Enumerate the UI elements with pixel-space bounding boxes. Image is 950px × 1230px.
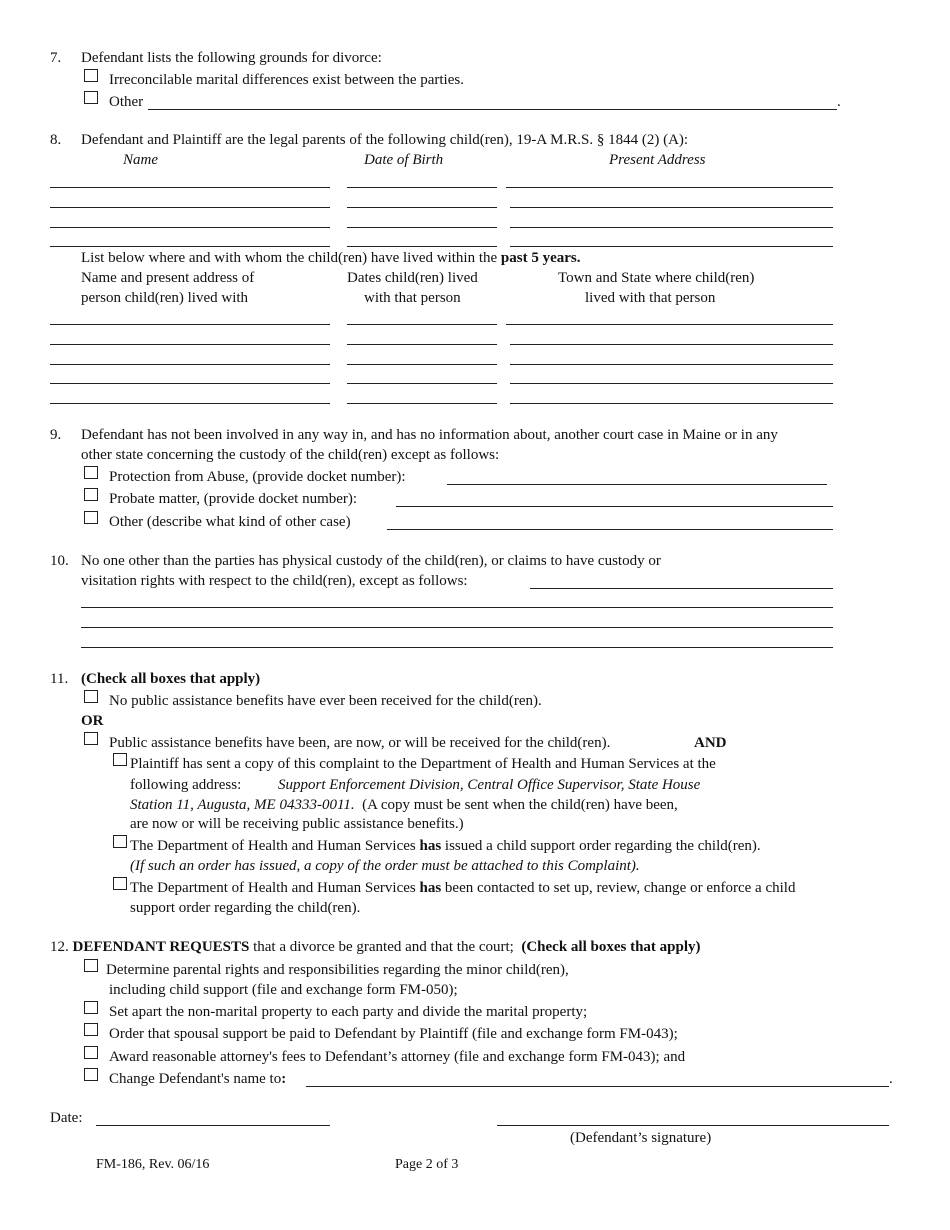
and-label: AND	[694, 735, 727, 751]
other-grounds-checkbox[interactable]	[84, 91, 98, 104]
lived-header-1b: person child(ren) lived with	[81, 290, 249, 306]
property-checkbox[interactable]	[84, 1001, 98, 1014]
lived-intro-bold: past 5 years.	[500, 250, 581, 266]
section-10-line2: visitation rights with respect to the child(ren), except as follows:	[81, 573, 468, 589]
signature-label: (Defendant’s signature)	[570, 1130, 712, 1146]
probate-docket-line[interactable]	[396, 506, 833, 507]
child-dob-line[interactable]	[347, 246, 497, 247]
parental-rights-checkbox[interactable]	[84, 959, 98, 972]
custody-line[interactable]	[81, 607, 833, 608]
copy-note: (A copy must be sent when the child(ren) have been,	[362, 797, 678, 813]
plaintiff-sent-copy-checkbox[interactable]	[113, 753, 127, 766]
dhhs-order-note: (If such an order has issued, a copy of the order must be attached to this Complaint).	[130, 858, 640, 874]
name-change-period: .	[889, 1071, 893, 1087]
lived-intro	[81, 249, 580, 267]
child-dob-line[interactable]	[347, 187, 497, 188]
attorney-fees-checkbox[interactable]	[84, 1046, 98, 1059]
assistance-received-label: Public assistance benefits have been, are now, or will be received for the child(ren).	[109, 735, 611, 751]
child-address-line[interactable]	[506, 187, 833, 188]
name-change-colon: :	[281, 1071, 287, 1087]
new-name-line[interactable]	[306, 1086, 889, 1087]
lived-header-2a: Dates child(ren) lived	[347, 270, 478, 286]
property-label: Set apart the non-marital property to each party and divide the marital property;	[109, 1004, 588, 1020]
parental-rights-line2: including child support (file and exchange form FM-050);	[109, 982, 458, 998]
lived-header-3b: lived with that person	[585, 290, 716, 306]
lived-person-line[interactable]	[50, 324, 330, 325]
lived-town-line[interactable]	[506, 324, 833, 325]
no-assistance-label: No public assistance benefits have ever been received for the child(ren).	[109, 693, 542, 709]
section-8-number: 8.	[50, 132, 62, 148]
child-name-line[interactable]	[50, 207, 330, 208]
section-12-number: 12.	[50, 939, 69, 955]
custody-line[interactable]	[81, 627, 833, 628]
section-11-heading: (Check all boxes that apply)	[81, 671, 261, 687]
child-address-line[interactable]	[510, 227, 833, 228]
plaintiff-sent-copy-line4: are now or will be receiving public assistance benefits.)	[130, 816, 464, 832]
name-change-label: Change Defendant's name to	[109, 1071, 282, 1087]
section-9-line1: Defendant has not been involved in any way in, and has no information about, another court case in Maine or in any	[81, 427, 778, 443]
plaintiff-sent-copy-line1: Plaintiff has sent a copy of this complaint to the Department of Health and Human Services at the	[130, 756, 716, 772]
other-case-label: Other (describe what kind of other case)	[109, 514, 351, 530]
col-dob-header: Date of Birth	[364, 152, 444, 168]
dhhs-order-issued-text-b: issued a child support order regarding the child(ren).	[444, 838, 761, 854]
dhhs-contacted-text-b: been contacted to set up, review, change or enforce a child	[444, 880, 796, 896]
lived-person-line[interactable]	[50, 344, 330, 345]
lived-person-line[interactable]	[50, 403, 330, 404]
child-name-line[interactable]	[50, 187, 330, 188]
lived-person-line[interactable]	[50, 364, 330, 365]
other-grounds-period: .	[837, 94, 841, 110]
lived-town-line[interactable]	[510, 403, 833, 404]
lived-intro-text: List below where and with whom the child(ren) have lived within the	[81, 250, 498, 266]
dhhs-contacted-text-a: The Department of Health and Human Services	[130, 880, 416, 896]
lived-person-line[interactable]	[50, 383, 330, 384]
page-number: Page 2 of 3	[395, 1157, 459, 1172]
section-11-number: 11.	[50, 671, 69, 687]
defendant-requests-text: that a divorce be granted and that the court;	[253, 939, 514, 955]
dhhs-address-line1: Support Enforcement Division, Central Office Supervisor, State House	[278, 777, 701, 793]
or-label: OR	[81, 713, 104, 729]
irreconcilable-checkbox[interactable]	[84, 69, 98, 82]
section-8-text: Defendant and Plaintiff are the legal parents of the following child(ren), 19-A M.R.S. § 1844 (2) (A):	[81, 132, 689, 148]
dhhs-contacted-checkbox[interactable]	[113, 877, 127, 890]
dhhs-order-issued-checkbox[interactable]	[113, 835, 127, 848]
col-name-header: Name	[123, 152, 158, 168]
lived-dates-line[interactable]	[347, 403, 497, 404]
attorney-fees-label: Award reasonable attorney's fees to Defendant’s attorney (file and exchange form FM-043); and	[109, 1049, 686, 1065]
dhhs-order-issued-has: has	[419, 838, 442, 854]
protection-abuse-docket-line[interactable]	[447, 484, 827, 485]
lived-dates-line[interactable]	[347, 344, 497, 345]
form-id: FM-186, Rev. 06/16	[96, 1157, 210, 1172]
child-address-line[interactable]	[510, 246, 833, 247]
lived-town-line[interactable]	[510, 344, 833, 345]
section-12-heading	[50, 938, 701, 956]
date-label: Date:	[50, 1110, 83, 1126]
dhhs-order-issued-text-a: The Department of Health and Human Services	[130, 838, 416, 854]
child-dob-line[interactable]	[347, 207, 497, 208]
lived-header-3a: Town and State where child(ren)	[558, 270, 755, 286]
lived-header-2b: with that person	[364, 290, 461, 306]
other-case-line[interactable]	[387, 529, 833, 530]
section-7-number: 7.	[50, 50, 62, 66]
col-address-header: Present Address	[609, 152, 706, 168]
spousal-support-checkbox[interactable]	[84, 1023, 98, 1036]
dhhs-contacted-label	[130, 879, 795, 897]
child-name-line[interactable]	[50, 246, 330, 247]
protection-abuse-label: Protection from Abuse, (provide docket number):	[109, 469, 406, 485]
child-name-line[interactable]	[50, 227, 330, 228]
name-change-checkbox[interactable]	[84, 1068, 98, 1081]
defendant-requests-bold: DEFENDANT REQUESTS	[72, 939, 250, 955]
irreconcilable-label: Irreconcilable marital differences exist between the parties.	[109, 72, 464, 88]
probate-checkbox[interactable]	[84, 488, 98, 501]
section-7-text: Defendant lists the following grounds for divorce:	[81, 50, 382, 66]
dhhs-contacted-line2: support order regarding the child(ren).	[130, 900, 361, 916]
custody-line[interactable]	[81, 647, 833, 648]
lived-town-line[interactable]	[510, 383, 833, 384]
signature-line[interactable]	[497, 1125, 889, 1126]
parental-rights-line1: Determine parental rights and responsibilities regarding the minor child(ren),	[106, 962, 569, 978]
lived-town-line[interactable]	[510, 364, 833, 365]
dhhs-address-line2: Station 11, Augusta, ME 04333-0011.	[130, 797, 355, 813]
other-grounds-label: Other	[109, 94, 144, 110]
other-grounds-line[interactable]	[148, 109, 837, 110]
section-10-number: 10.	[50, 553, 69, 569]
probate-label: Probate matter, (provide docket number):	[109, 491, 358, 507]
section-9-number: 9.	[50, 427, 62, 443]
custody-line[interactable]	[530, 588, 833, 589]
section-10-line1: No one other than the parties has physical custody of the child(ren), or claims to have custody or	[81, 553, 661, 569]
date-line[interactable]	[96, 1125, 330, 1126]
other-case-checkbox[interactable]	[84, 511, 98, 524]
dhhs-order-issued-label	[130, 837, 761, 855]
assistance-received-checkbox[interactable]	[84, 732, 98, 745]
lived-dates-line[interactable]	[347, 383, 497, 384]
child-address-line[interactable]	[510, 207, 833, 208]
dhhs-contacted-has: has	[419, 880, 442, 896]
name-change-row	[109, 1070, 286, 1088]
spousal-support-label: Order that spousal support be paid to Defendant by Plaintiff (file and exchange form FM-043);	[109, 1026, 678, 1042]
defendant-requests-check: (Check all boxes that apply)	[521, 939, 701, 955]
child-dob-line[interactable]	[347, 227, 497, 228]
section-9-line2: other state concerning the custody of the child(ren) except as follows:	[81, 447, 500, 463]
lived-header-1a: Name and present address of	[81, 270, 255, 286]
no-assistance-checkbox[interactable]	[84, 690, 98, 703]
protection-abuse-checkbox[interactable]	[84, 466, 98, 479]
plaintiff-sent-copy-line2: following address:	[130, 777, 242, 793]
lived-dates-line[interactable]	[347, 324, 497, 325]
lived-dates-line[interactable]	[347, 364, 497, 365]
dhhs-address-row	[130, 796, 678, 814]
